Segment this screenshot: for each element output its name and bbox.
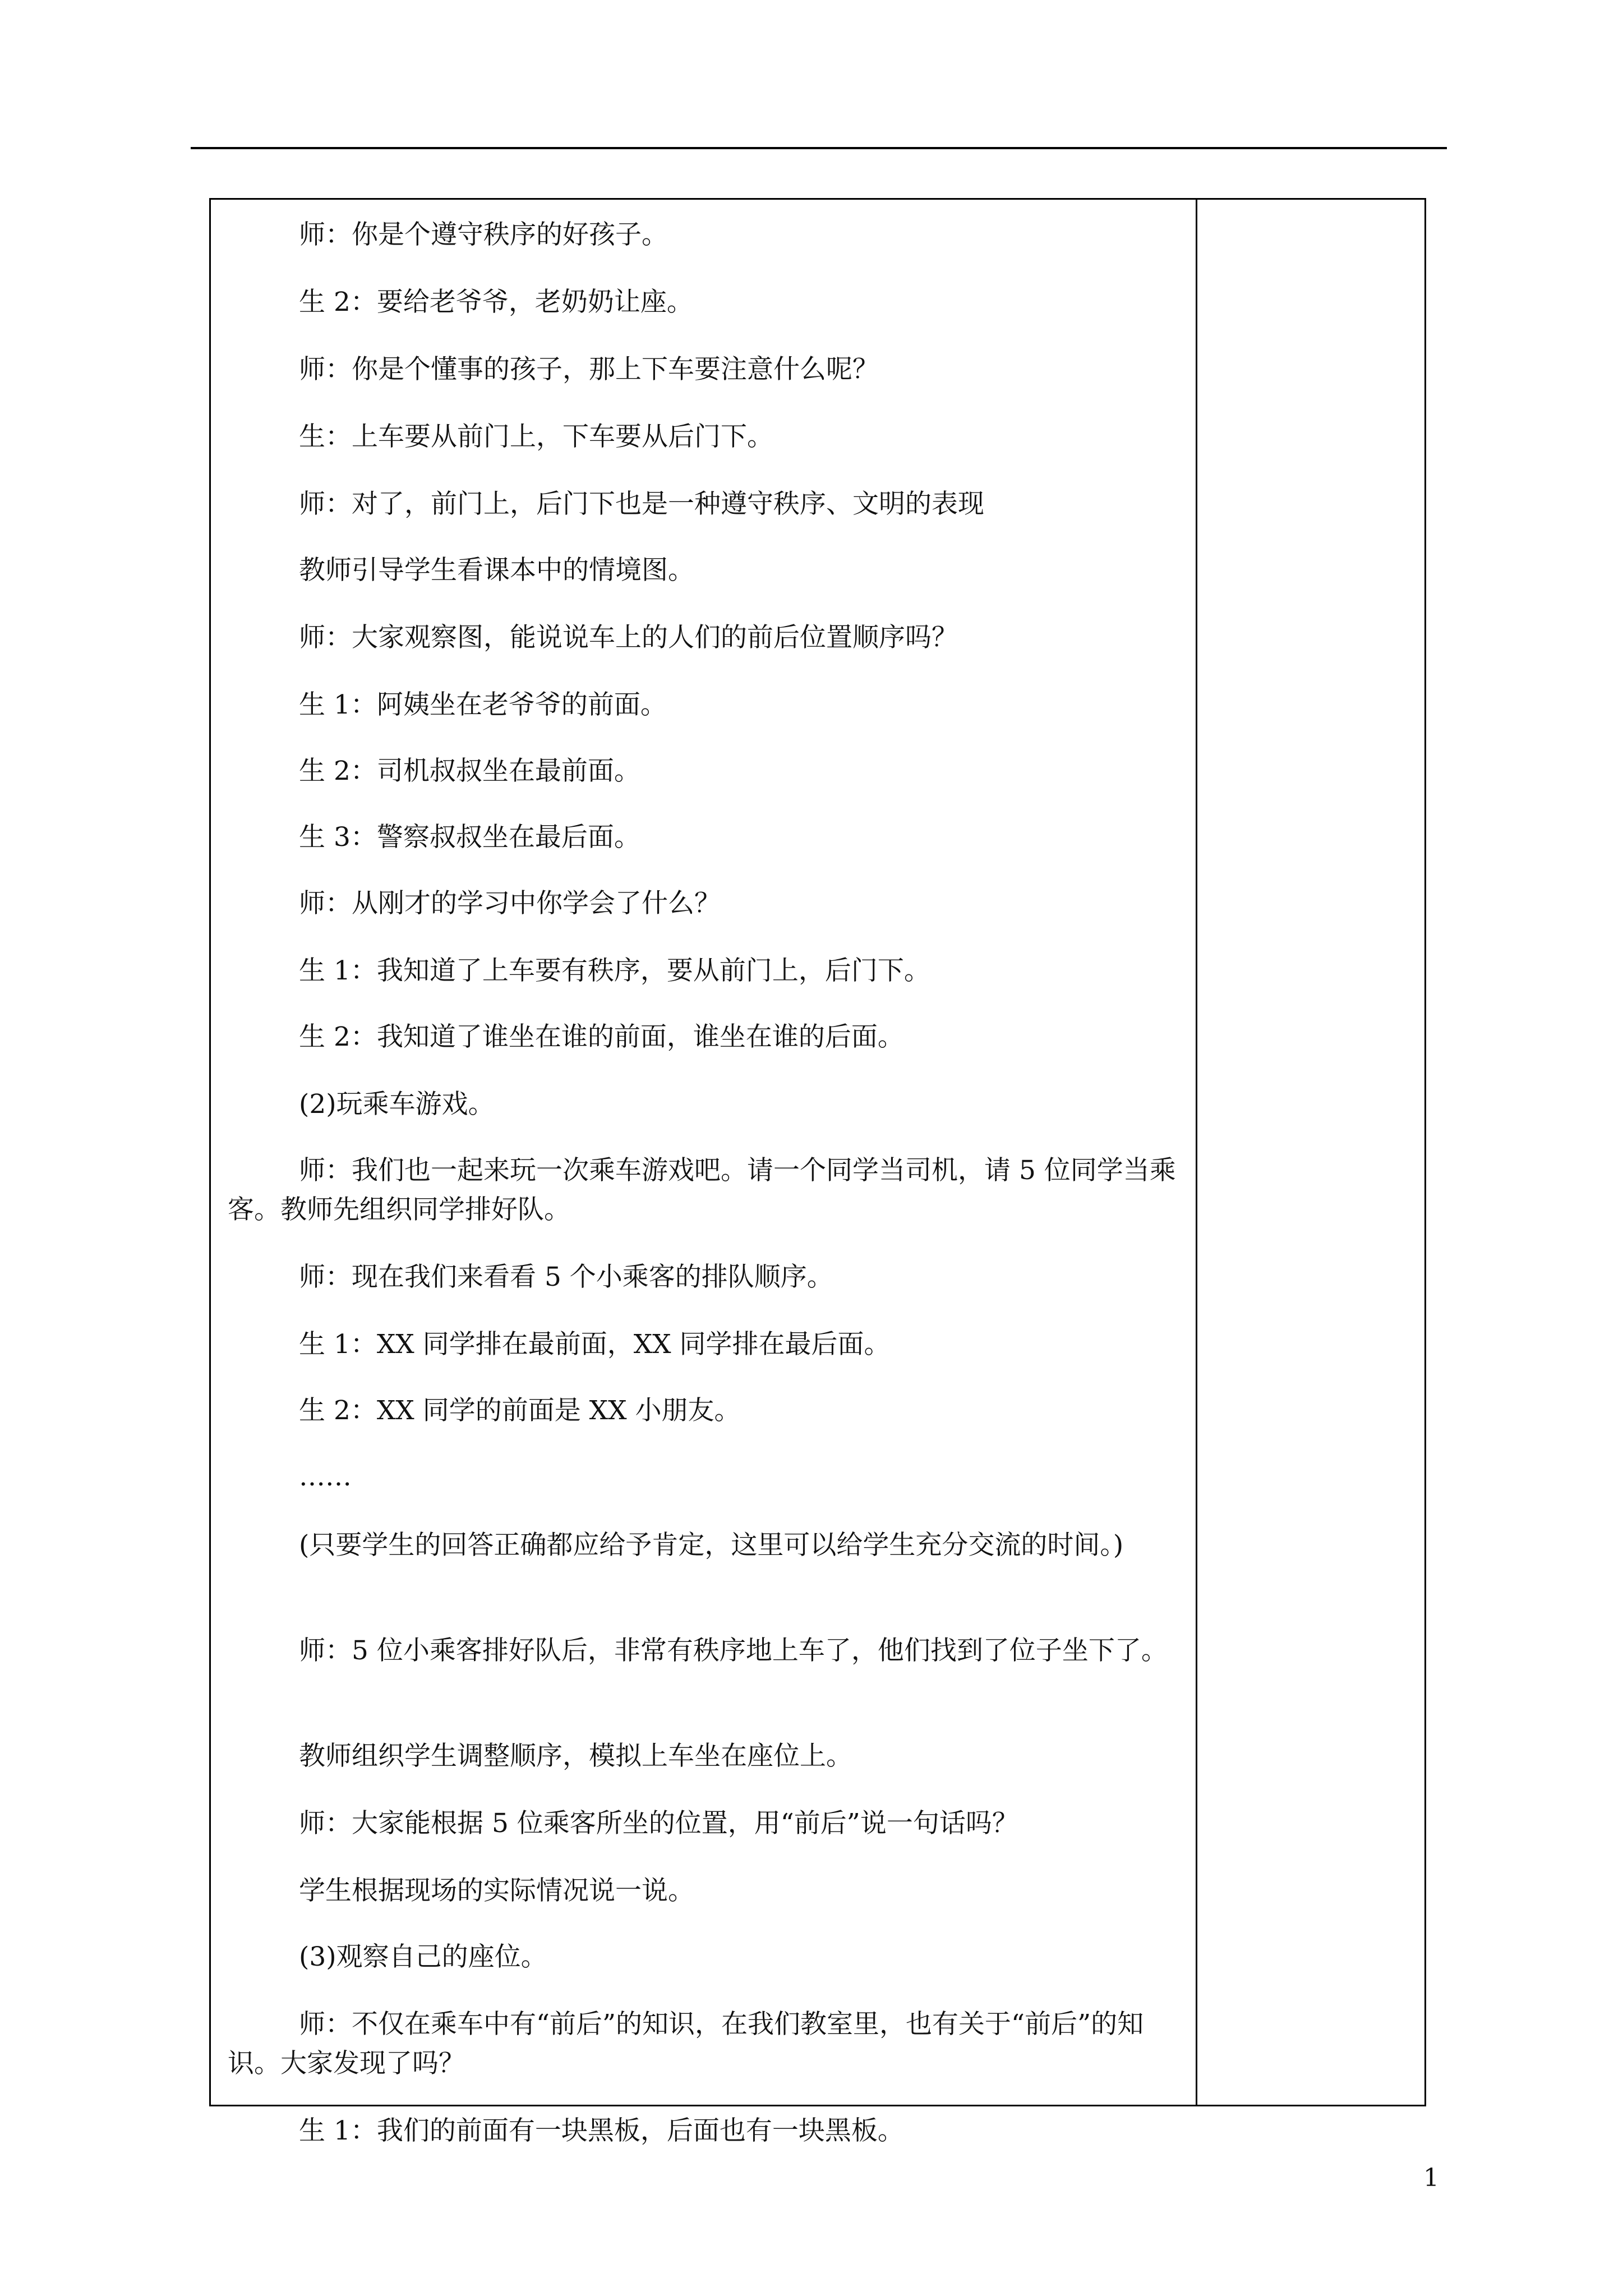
paragraph: 师：5 位小乘客排好队后，非常有秩序地上车了，他们找到了位子坐下了。 (299, 1635, 1168, 1666)
paragraph: 生 2：XX 同学的前面是 XX 小朋友。 (299, 1395, 741, 1426)
paragraph: 师：现在我们来看看 5 个小乘客的排队顺序。 (299, 1262, 833, 1292)
paragraph: (3)观察自己的座位。 (299, 1941, 547, 1972)
paragraph: 生 2：我知道了谁坐在谁的前面，谁坐在谁的后面。 (299, 1022, 904, 1052)
paragraph: 师：大家能根据 5 位乘客所坐的位置，用“前后”说一句话吗？ (299, 1808, 1018, 1839)
paragraph: 师：从刚才的学习中你学会了什么？ (299, 888, 721, 919)
paragraph: 学生根据现场的实际情况说一说。 (299, 1875, 694, 1906)
paragraph: 生：上车要从前门上，下车要从后门下。 (299, 421, 773, 452)
paragraph: 教师引导学生看课本中的情境图。 (299, 555, 694, 586)
paragraph: 生 1：我知道了上车要有秩序，要从前门上，后门下。 (299, 955, 930, 986)
paragraph: 师：大家观察图，能说说车上的人们的前后位置顺序吗？ (299, 622, 958, 653)
column-divider (1196, 200, 1197, 2105)
paragraph: (2)玩乘车游戏。 (299, 1089, 495, 1120)
paragraph: 生 3：警察叔叔坐在最后面。 (299, 822, 640, 853)
paragraph: 生 1：我们的前面有一块黑板，后面也有一块黑板。 (299, 2115, 904, 2146)
lesson-table (209, 198, 1426, 2146)
paragraph: (只要学生的回答正确都应给予肯定，这里可以给学生充分交流的时间。) (299, 1530, 1124, 1561)
paragraph: 师：你是个遵守秩序的好孩子。 (299, 219, 668, 250)
paragraph: 生 1：阿姨坐在老爷爷的前面。 (299, 689, 667, 720)
paragraph: 师：你是个懂事的孩子，那上下车要注意什么呢？ (299, 354, 879, 385)
paragraph: 师：不仅在乘车中有“前后”的知识，在我们教室里，也有关于“前后”的知识。大家发现了吗？ (228, 2009, 1144, 2079)
paragraph: 师：对了，前门上，后门下也是一种遵守秩序、文明的表现 (299, 489, 984, 519)
page-number: 1 (1423, 2164, 1439, 2192)
paragraph: …… (299, 1461, 352, 1492)
paragraph: 生 1：XX 同学排在最前面，XX 同学排在最后面。 (299, 1329, 891, 1360)
paragraph: 教师组织学生调整顺序，模拟上车坐在座位上。 (299, 1741, 852, 1772)
header-rule (191, 147, 1447, 149)
paragraph: 师：我们也一起来玩一次乘车游戏吧。请一个同学当司机，请 5 位同学当乘客。教师先组织同学排好队。 (228, 1155, 1176, 1225)
paragraph: 生 2：要给老爷爷，老奶奶让座。 (299, 287, 693, 318)
paragraph: 生 2：司机叔叔坐在最前面。 (299, 756, 640, 786)
